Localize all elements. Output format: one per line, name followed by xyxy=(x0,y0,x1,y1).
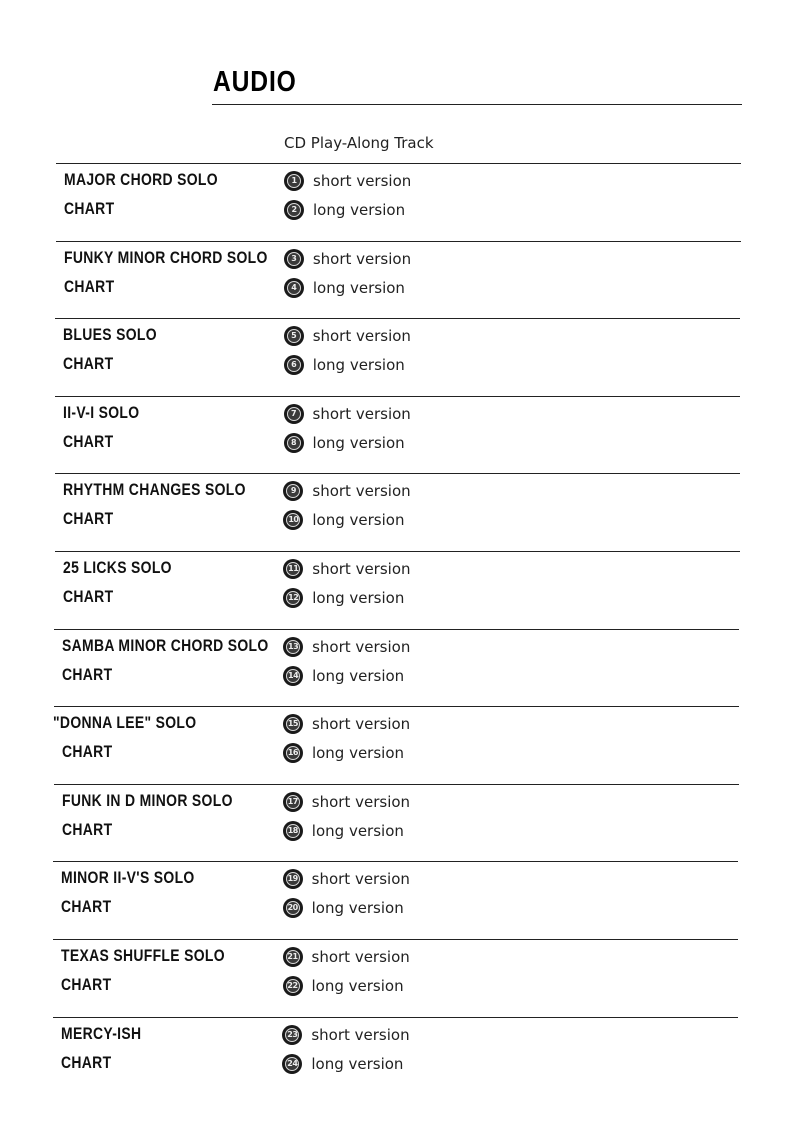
chart-label: CHART xyxy=(61,742,113,761)
track-number: 10 xyxy=(286,513,300,527)
cd-track-icon xyxy=(283,821,303,841)
chart-label: CHART xyxy=(61,820,113,839)
track-row xyxy=(282,1053,403,1075)
chart-label: CHART xyxy=(61,897,112,916)
cd-track-icon xyxy=(283,792,303,812)
track-row xyxy=(283,742,404,764)
chart-label: CHART xyxy=(61,975,112,994)
cd-track-icon xyxy=(283,510,303,530)
track-row xyxy=(283,868,410,890)
track-number: 3 xyxy=(287,252,301,266)
track-row xyxy=(283,665,404,687)
solo-title: "DONNA LEE" SOLO xyxy=(52,713,197,732)
cd-track-icon xyxy=(283,588,303,608)
cd-track-icon xyxy=(282,1054,302,1074)
track-number: 18 xyxy=(286,824,300,838)
track-row xyxy=(284,432,405,454)
chart-label: CHART xyxy=(63,432,114,451)
track-version-label: long version xyxy=(312,279,405,297)
track-number: 11 xyxy=(286,562,300,576)
track-number: 24 xyxy=(285,1057,299,1071)
track-number: 7 xyxy=(287,407,301,421)
track-number: 23 xyxy=(285,1028,299,1042)
track-version-label: short version xyxy=(312,250,412,268)
track-version-label: short version xyxy=(311,870,410,888)
track-version-label: short version xyxy=(312,560,411,578)
track-number: 8 xyxy=(287,436,301,450)
cd-track-icon xyxy=(283,869,303,889)
track-version-label: long version xyxy=(311,744,405,762)
solo-title: II-V-I SOLO xyxy=(63,403,140,422)
track-version-label: short version xyxy=(313,172,412,190)
track-number: 1 xyxy=(287,174,301,188)
track-row xyxy=(283,820,404,842)
chart-label: CHART xyxy=(63,354,114,373)
track-row xyxy=(284,403,411,425)
track-row xyxy=(282,1024,409,1046)
cd-track-icon xyxy=(283,976,303,996)
row-divider xyxy=(53,939,738,940)
track-version-label: short version xyxy=(311,793,411,811)
track-number: 9 xyxy=(286,484,300,498)
cd-track-icon xyxy=(284,278,304,298)
track-number: 17 xyxy=(286,795,300,809)
track-version-label: short version xyxy=(312,482,411,500)
cd-track-icon xyxy=(283,481,303,501)
row-divider xyxy=(55,551,740,552)
row-divider xyxy=(56,241,741,242)
track-row xyxy=(283,791,410,813)
track-row xyxy=(284,248,411,270)
track-number: 21 xyxy=(286,950,300,964)
track-row xyxy=(283,946,410,968)
cd-track-icon xyxy=(284,249,304,269)
track-row xyxy=(284,170,411,192)
track-row xyxy=(283,509,404,531)
heading-rule xyxy=(212,104,742,105)
cd-track-icon xyxy=(282,1025,302,1045)
track-row xyxy=(283,713,410,735)
track-number: 5 xyxy=(287,329,301,343)
row-divider xyxy=(54,784,739,785)
solo-title: BLUES SOLO xyxy=(63,325,158,344)
chart-label: CHART xyxy=(62,587,113,606)
solo-title: MINOR II-V'S SOLO xyxy=(61,868,195,887)
row-divider xyxy=(53,861,738,862)
solo-title: SAMBA MINOR CHORD SOLO xyxy=(62,636,269,655)
cd-track-icon xyxy=(284,433,304,453)
row-divider xyxy=(53,1017,738,1018)
solo-title: FUNKY MINOR CHORD SOLO xyxy=(63,248,268,267)
cd-track-icon xyxy=(283,947,303,967)
track-version-label: short version xyxy=(311,948,410,966)
track-version-label: long version xyxy=(313,201,406,219)
track-version-label: long version xyxy=(311,899,404,917)
row-divider xyxy=(54,706,739,707)
track-version-label: short version xyxy=(312,638,411,656)
track-row xyxy=(283,636,410,658)
track-number: 20 xyxy=(286,901,300,915)
page-heading: AUDIO xyxy=(213,66,297,98)
track-row xyxy=(284,325,411,347)
row-divider xyxy=(56,163,741,164)
track-row xyxy=(283,897,404,919)
track-number: 6 xyxy=(287,358,301,372)
chart-label: CHART xyxy=(63,277,115,296)
solo-title: MAJOR CHORD SOLO xyxy=(64,170,218,189)
cd-track-icon xyxy=(283,743,303,763)
track-number: 14 xyxy=(286,669,300,683)
track-version-label: long version xyxy=(311,1055,404,1073)
track-number: 2 xyxy=(287,203,301,217)
cd-track-icon xyxy=(283,714,303,734)
cd-track-icon xyxy=(283,559,303,579)
column-header: CD Play-Along Track xyxy=(284,134,434,152)
track-number: 13 xyxy=(286,640,300,654)
cd-track-icon xyxy=(284,326,304,346)
track-row xyxy=(284,354,405,376)
chart-label: CHART xyxy=(64,199,115,218)
cd-track-icon xyxy=(283,637,303,657)
cd-track-icon xyxy=(284,355,304,375)
solo-title: MERCY-ISH xyxy=(60,1024,142,1043)
track-version-label: long version xyxy=(312,589,405,607)
cd-track-icon xyxy=(284,171,304,191)
cd-track-icon xyxy=(283,666,303,686)
row-divider xyxy=(55,473,740,474)
track-version-label: short version xyxy=(312,405,411,423)
track-version-label: short version xyxy=(311,715,411,733)
track-version-label: long version xyxy=(312,434,405,452)
track-number: 15 xyxy=(286,717,300,731)
chart-label: CHART xyxy=(62,509,114,528)
row-divider xyxy=(54,629,739,630)
track-number: 12 xyxy=(286,591,300,605)
track-version-label: long version xyxy=(311,822,404,840)
track-row xyxy=(283,480,410,502)
solo-title: 25 LICKS SOLO xyxy=(62,558,172,577)
track-version-label: short version xyxy=(312,327,411,345)
cd-track-icon xyxy=(283,898,303,918)
track-row xyxy=(283,587,404,609)
track-number: 16 xyxy=(286,746,300,760)
track-row xyxy=(283,558,410,580)
cd-track-icon xyxy=(284,200,304,220)
track-number: 4 xyxy=(287,281,301,295)
chart-label: CHART xyxy=(60,1053,112,1072)
track-row xyxy=(284,199,405,221)
track-row xyxy=(283,975,404,997)
track-row xyxy=(284,277,405,299)
track-version-label: long version xyxy=(312,667,405,685)
track-version-label: long version xyxy=(311,977,404,995)
row-divider xyxy=(55,396,740,397)
solo-title: FUNK IN D MINOR SOLO xyxy=(61,791,233,810)
solo-title: TEXAS SHUFFLE SOLO xyxy=(61,946,225,965)
chart-label: CHART xyxy=(62,665,113,684)
track-version-label: long version xyxy=(312,511,405,529)
cd-track-icon xyxy=(284,404,304,424)
track-number: 19 xyxy=(286,872,300,886)
track-version-label: long version xyxy=(312,356,405,374)
row-divider xyxy=(55,318,740,319)
track-number: 22 xyxy=(286,979,300,993)
track-version-label: short version xyxy=(311,1026,410,1044)
solo-title: RHYTHM CHANGES SOLO xyxy=(62,480,246,499)
